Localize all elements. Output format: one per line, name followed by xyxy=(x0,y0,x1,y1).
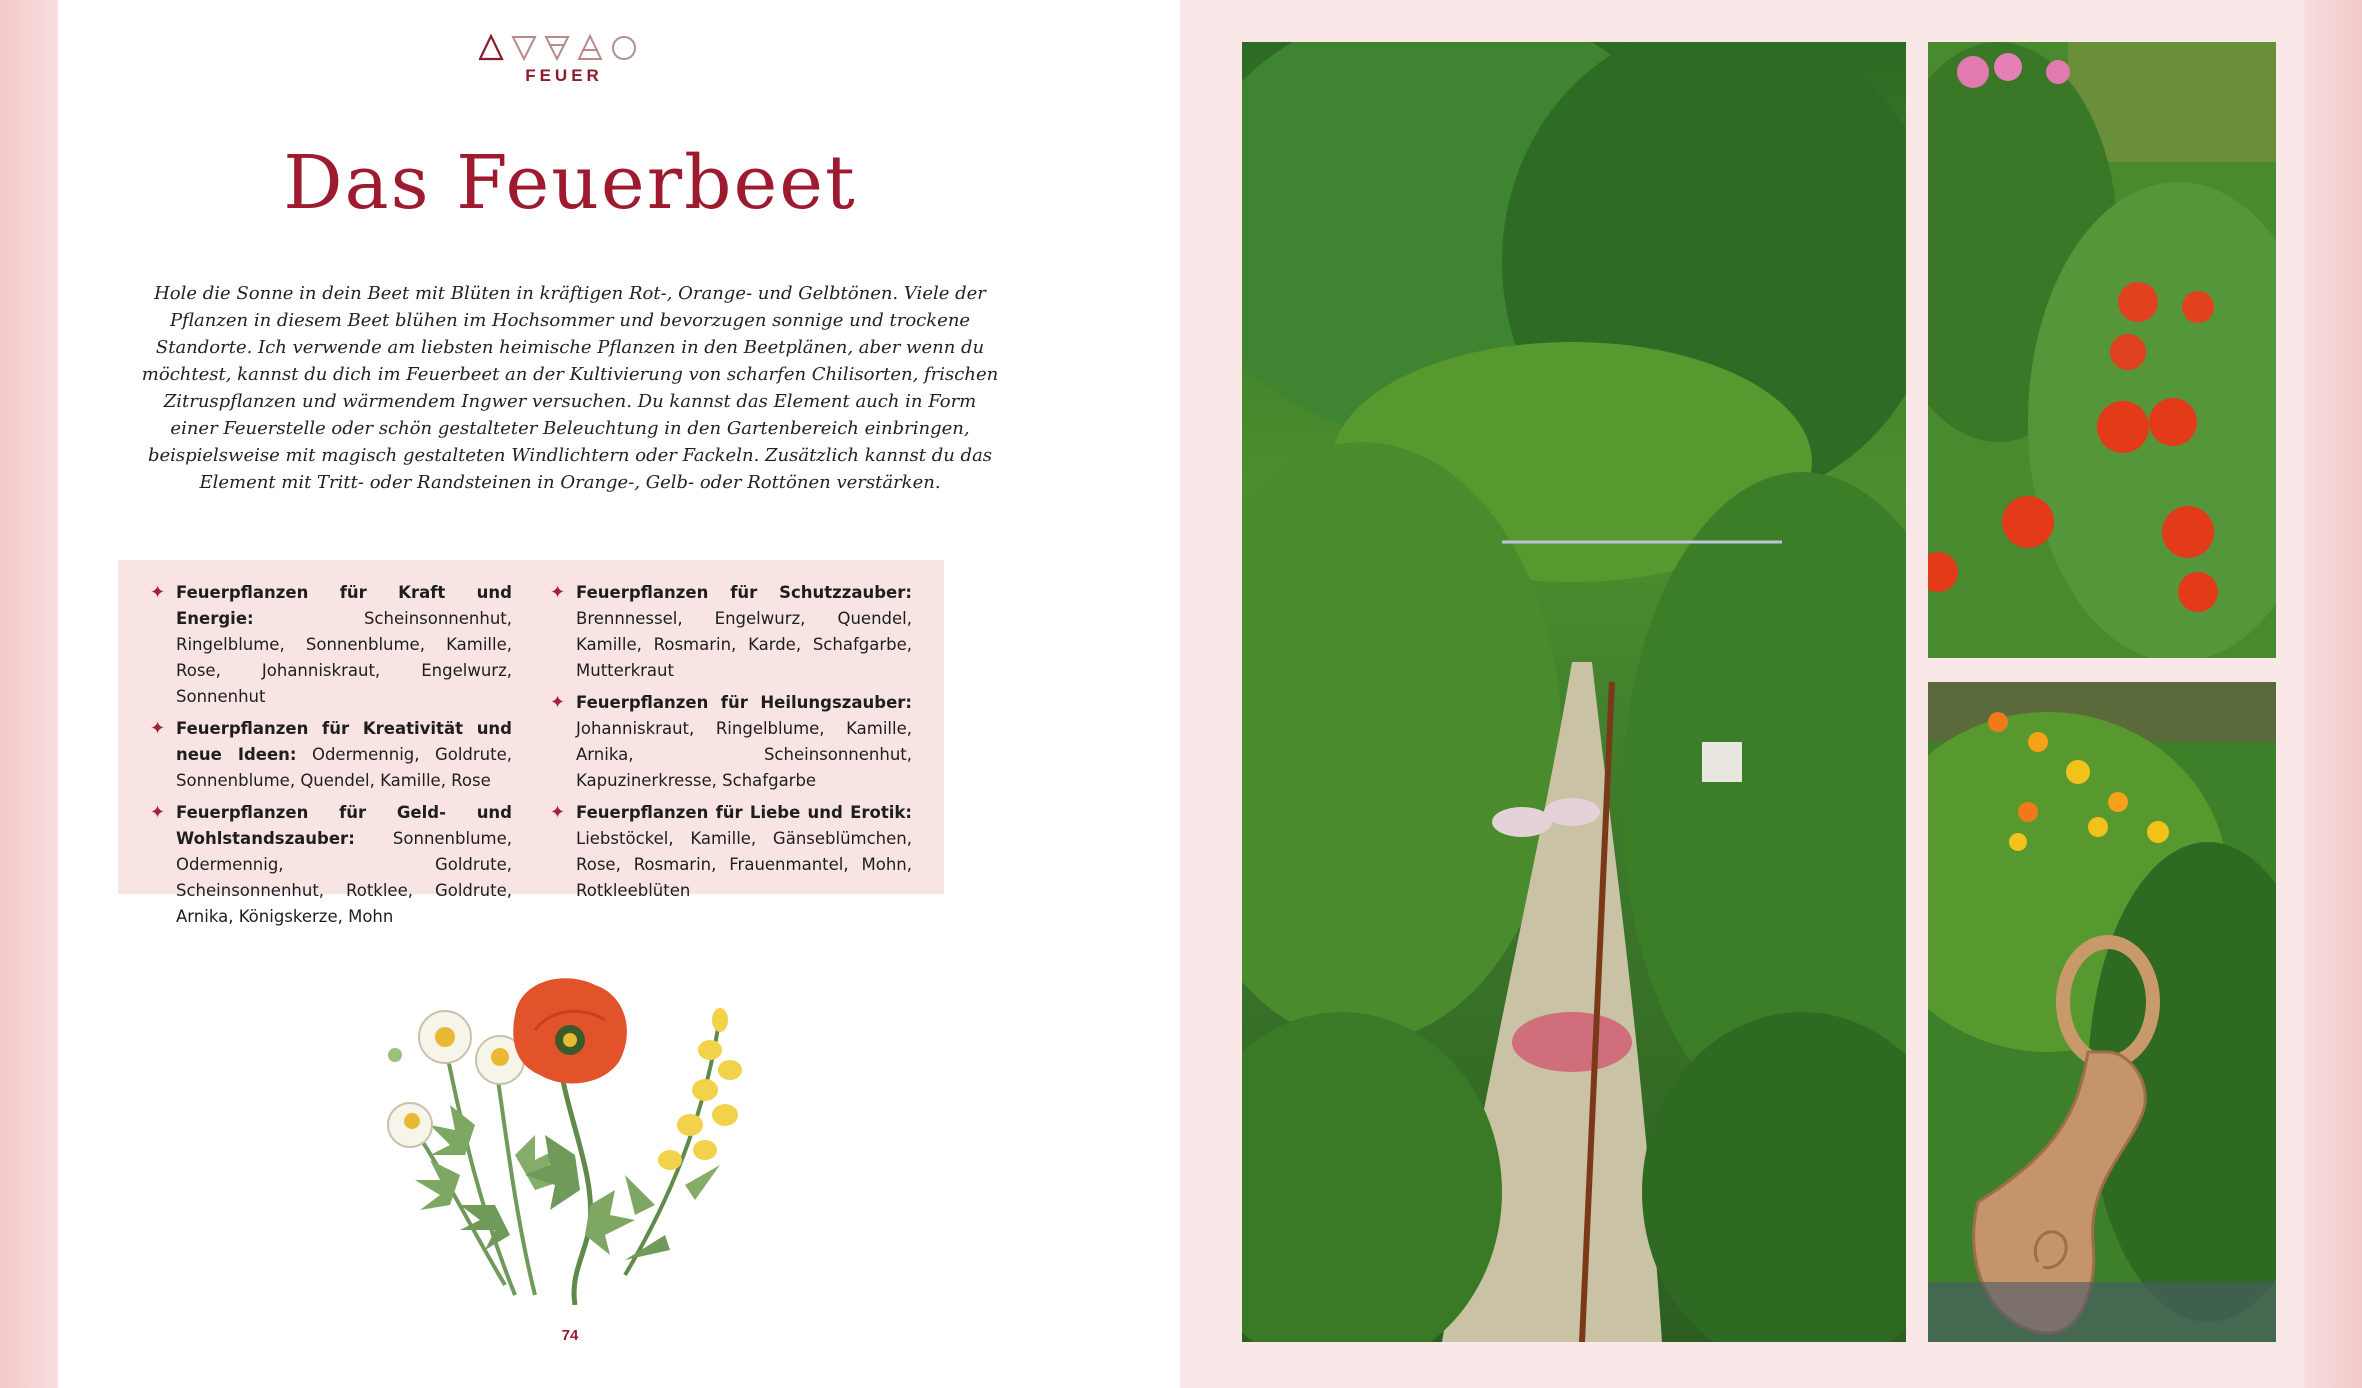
list-item-text: Brennnessel, Engelwurz, Quendel, Kamille, Rosmarin, Karde, Schafgarbe, Mutterkraut xyxy=(576,609,912,680)
list-item-text: Odermennig, Goldrute, Sonnenblume, Quendel, Kamille, Rose xyxy=(176,745,512,790)
poppy-photo xyxy=(1928,42,2276,658)
list-item-text: Liebstöckel, Kamille, Gänseblümchen, Rose, Rosmarin, Frauenmantel, Mohn, Rotkleeblüten xyxy=(576,829,912,900)
list-item-heading: Feuerpflanzen für Liebe und Erotik: xyxy=(576,803,912,822)
list-item-heading: Feuerpflanzen für Heilungszauber: xyxy=(576,693,912,712)
fire-triangle-icon xyxy=(480,36,502,59)
star-bullet-icon: ✦ xyxy=(550,692,566,713)
flower-illustration xyxy=(365,975,805,1305)
list-item xyxy=(550,690,912,794)
air-triangle-icon xyxy=(579,36,601,59)
element-label: FEUER xyxy=(525,66,603,85)
intro-paragraph: Hole die Sonne in dein Beet mit Blüten in kräftigen Rot-, Orange- und Gelbtönen. Viele der Pflanzen in diesem Beet blühen im Hochsommer und bevorzugen sonnige und trockene Standorte. Ich verwende am liebsten heimische Pflanzen in den Beetplänen, aber wenn du möchtest, kannst du dich im Feuerbeet an der Kultivierung von scharfen Chilisorten, frischen Zitruspflanzen und wärmendem Ingwer versuchen. Du kannst das Element auch in Form einer Feuerstelle oder schön gestalteter Beleuchtung in den Gartenbereich einbringen, beispielsweise mit magisch gestalteten Windlichtern oder Fackeln. Zusätzlich kannst du das Element mit Tritt- oder Randsteinen in Orange-, Gelb- oder Rottönen verstärken. xyxy=(141,283,999,493)
page-number: 74 xyxy=(561,1327,579,1344)
star-bullet-icon: ✦ xyxy=(150,718,166,739)
element-symbols xyxy=(454,30,674,66)
star-bullet-icon: ✦ xyxy=(550,802,566,823)
list-item-heading: Feuerpflanzen für Kraft und Energie: xyxy=(176,583,512,628)
list-item-heading: Feuerpflanzen für Geld- und Wohlstandszauber: xyxy=(176,803,512,848)
star-bullet-icon: ✦ xyxy=(550,582,566,603)
list-item-text: Johanniskraut, Ringelblume, Kamille, Arnika, Scheinsonnenhut, Kapuzinerkresse, Schafgarbe xyxy=(576,719,912,790)
toadflax-illustration xyxy=(625,1008,742,1275)
plant-list-left xyxy=(150,580,512,936)
star-bullet-icon: ✦ xyxy=(150,802,166,823)
star-bullet-icon: ✦ xyxy=(150,582,166,603)
list-item xyxy=(150,580,512,710)
earth-triangle-icon xyxy=(546,37,568,59)
list-item xyxy=(550,800,912,904)
page-edge-left xyxy=(0,0,58,1388)
list-item xyxy=(550,580,912,684)
water-triangle-icon xyxy=(513,37,535,59)
plant-list-box xyxy=(118,560,944,926)
list-item-text: Scheinsonnenhut, Ringelblume, Sonnenblume, Kamille, Rose, Johanniskraut, Engelwurz, Sonnenhut xyxy=(176,609,512,706)
list-item-heading: Feuerpflanzen für Kreativität und neue Ideen: xyxy=(176,719,512,764)
list-item xyxy=(150,716,512,794)
page-title: Das Feuerbeet xyxy=(283,140,857,226)
plant-list-right xyxy=(550,580,912,910)
page-edge-right xyxy=(2304,0,2362,1388)
spirit-circle-icon xyxy=(613,37,635,59)
list-item-heading: Feuerpflanzen für Schutzzauber: xyxy=(576,583,912,602)
list-item xyxy=(150,800,512,930)
sculpture-photo xyxy=(1928,682,2276,1342)
garden-path-photo xyxy=(1242,42,1906,1342)
list-item-text: Sonnenblume, Odermennig, Goldrute, Scheinsonnenhut, Rotklee, Goldrute, Arnika, Königskerze, Mohn xyxy=(176,829,512,926)
